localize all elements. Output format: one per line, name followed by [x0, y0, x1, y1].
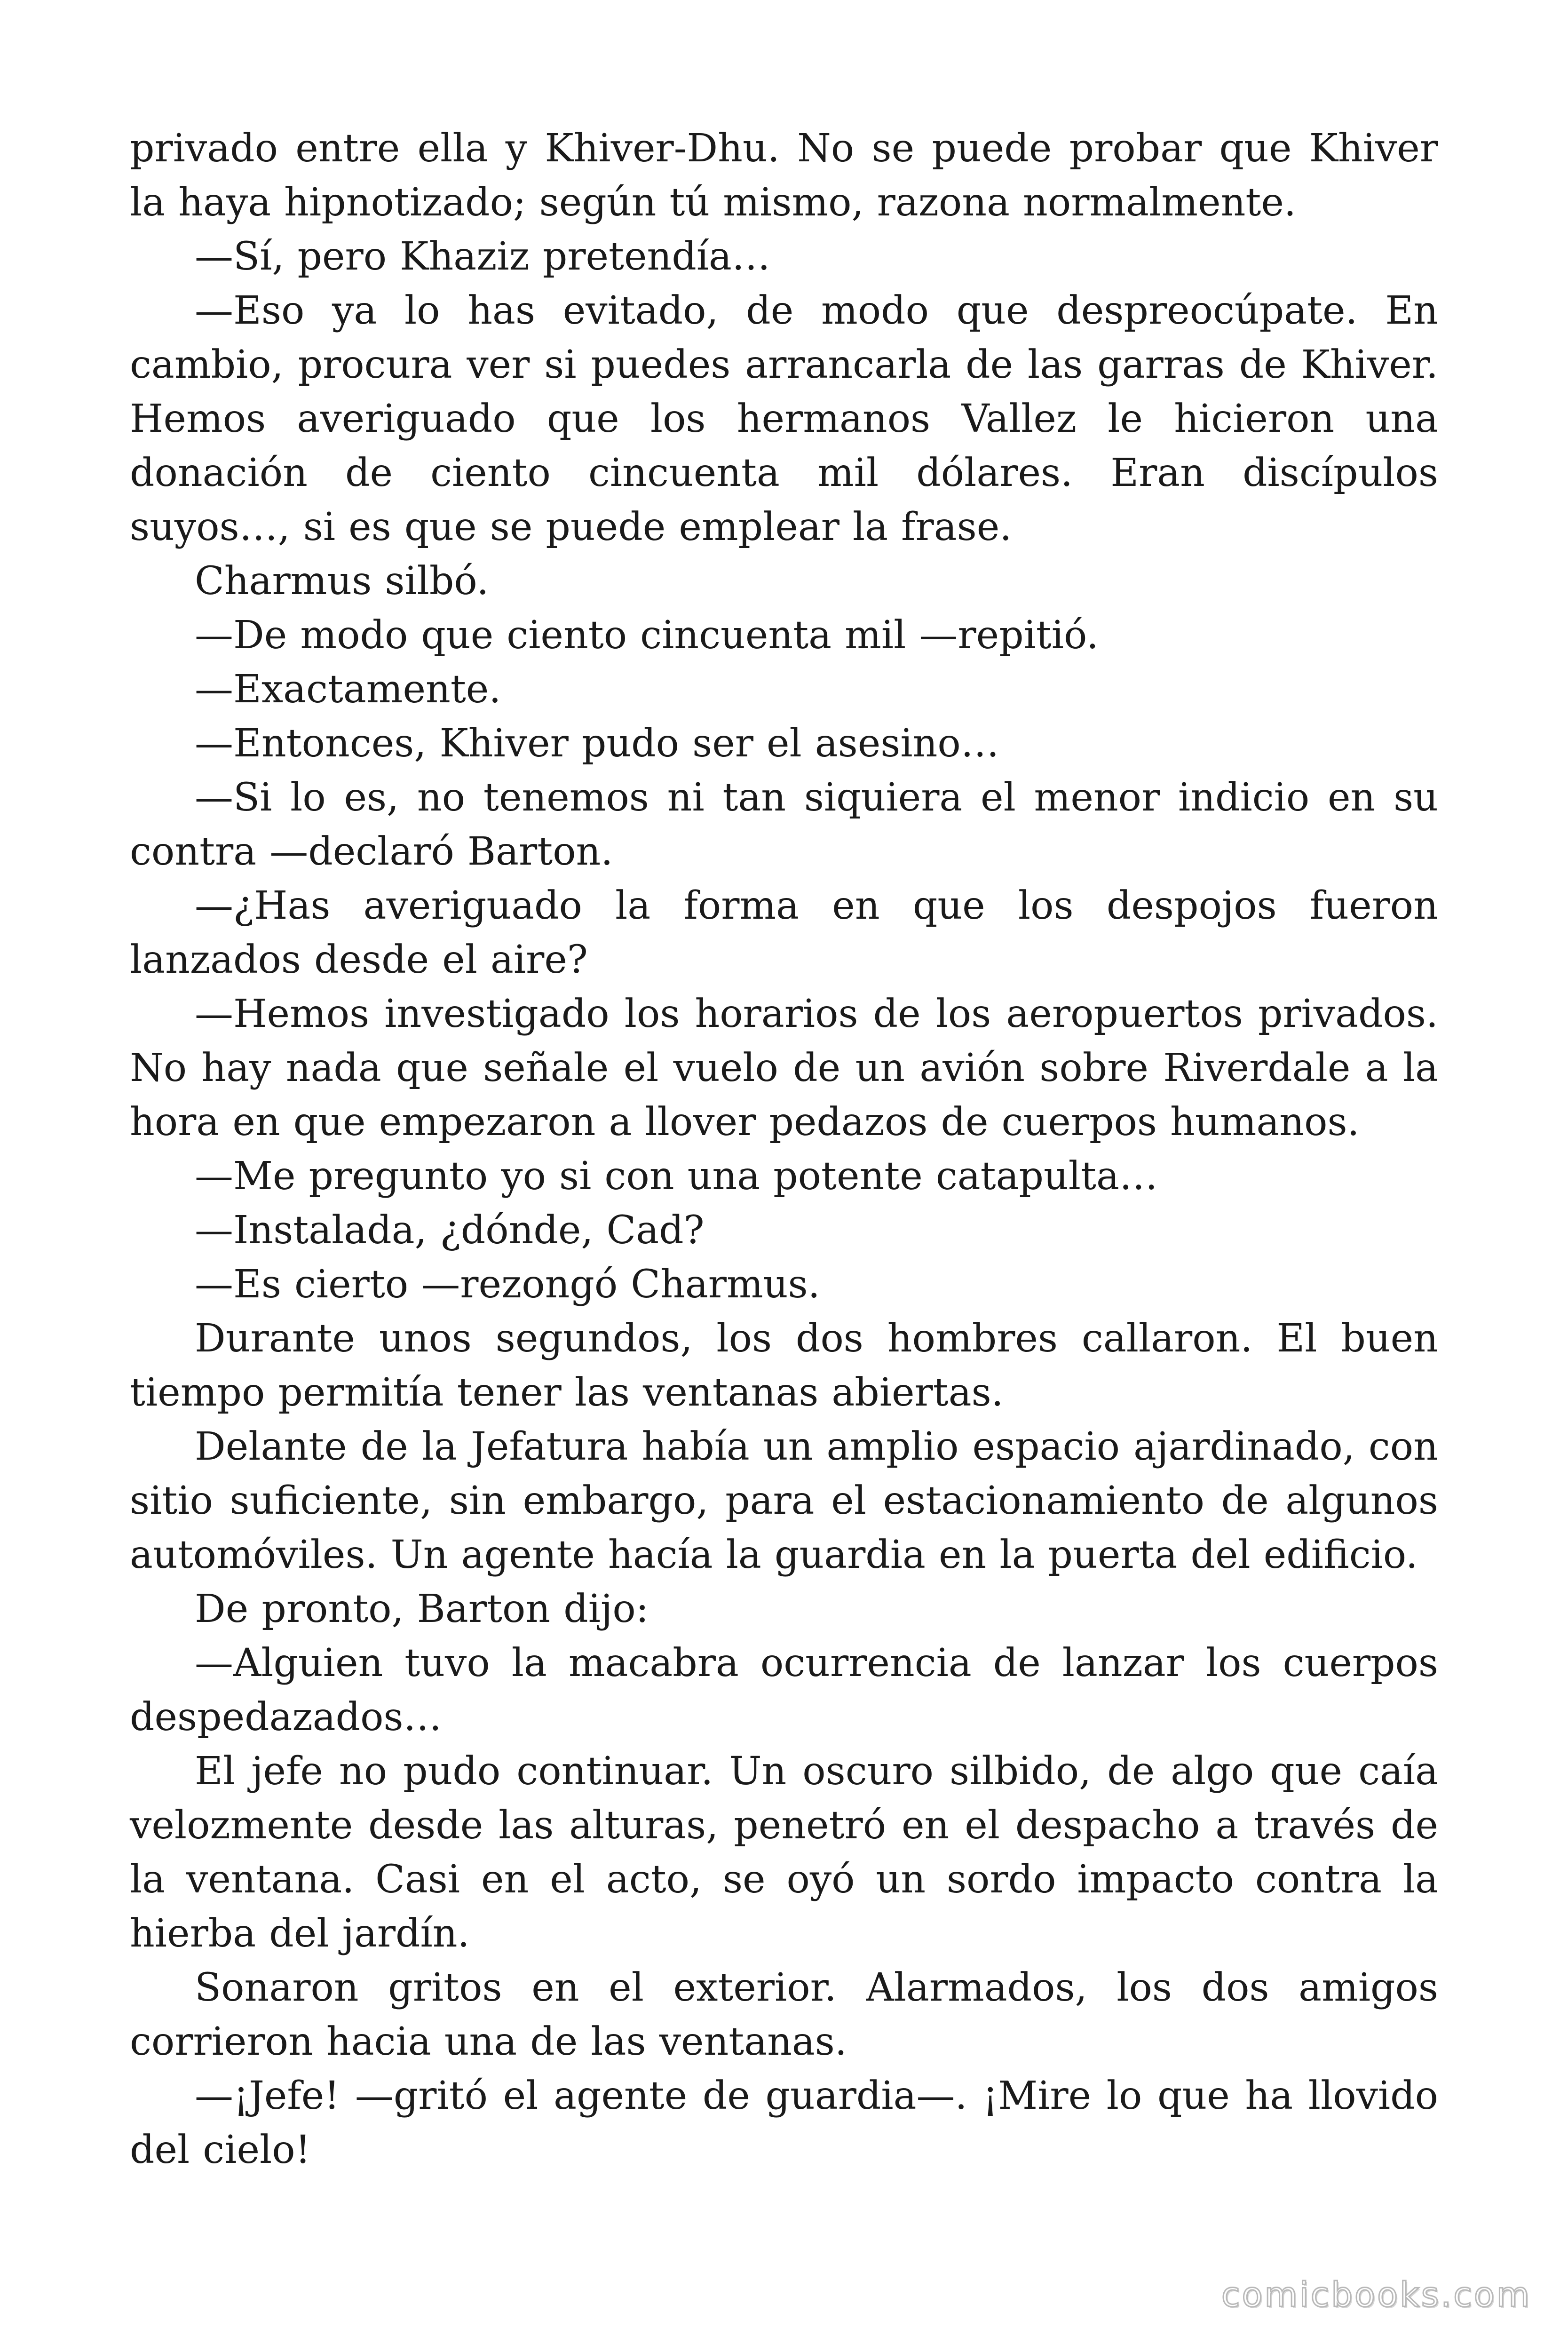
paragraph: De pronto, Barton dijo:: [195, 1587, 649, 1631]
paragraph: Sonaron gritos en el exterior. Alarmados, los dos amigos corrieron hacia una de las ventanas.: [130, 1965, 1438, 2064]
paragraph: —Eso ya lo has evitado, de modo que despreocúpate. En cambio, procura ver si puedes arrancarla de las garras de Khiver. Hemos averiguado que los hermanos Vallez le hicieron una donación de ciento cincuenta mil dólares. Eran discípulos suyos…, si es que se puede emplear la frase.: [130, 288, 1438, 549]
paragraph: —De modo que ciento cincuenta mil —repitió.: [195, 613, 1099, 658]
paragraph: —Sí, pero Khaziz pretendía…: [195, 234, 770, 279]
paragraph: —Hemos investigado los horarios de los aeropuertos privados. No hay nada que señale el vuelo de un avión sobre Riverdale a la hora en que empezaron a llover pedazos de cuerpos humanos.: [130, 992, 1438, 1144]
paragraph: El jefe no pudo continuar. Un oscuro silbido, de algo que caía velozmente desde las alturas, penetró en el despacho a través de la ventana. Casi en el acto, se oyó un sordo impacto contra la hierba del jardín.: [130, 1749, 1438, 1956]
paragraph: Charmus silbó.: [195, 559, 489, 604]
paragraph: Durante unos segundos, los dos hombres callaron. El buen tiempo permitía tener las ventanas abiertas.: [130, 1316, 1438, 1415]
paragraph: Delante de la Jefatura había un amplio espacio ajardinado, con sitio suficiente, sin embargo, para el estacionamiento de algunos automóviles. Un agente hacía la guardia en la puerta del edificio.: [130, 1424, 1438, 1577]
page-body: [130, 121, 1438, 2177]
paragraph: —¡Jefe! —gritó el agente de guardia—. ¡Mire lo que ha llovido del cielo!: [130, 2074, 1438, 2172]
paragraph: —Alguien tuvo la macabra ocurrencia de lanzar los cuerpos despedazados…: [130, 1641, 1438, 1740]
paragraph: privado entre ella y Khiver-Dhu. No se puede probar que Khiver la haya hipnotizado; según tú mismo, razona normalmente.: [130, 126, 1438, 225]
paragraph: —Instalada, ¿dónde, Cad?: [195, 1208, 705, 1253]
paragraph: —¿Has averiguado la forma en que los despojos fueron lanzados desde el aire?: [130, 883, 1438, 982]
paragraph: —Exactamente.: [195, 667, 501, 712]
paragraph: —Es cierto —rezongó Charmus.: [195, 1262, 820, 1307]
watermark: comicbooks.com: [1221, 2275, 1531, 2314]
paragraph: —Me pregunto yo si con una potente catapulta…: [195, 1154, 1158, 1199]
paragraph: —Si lo es, no tenemos ni tan siquiera el menor indicio en su contra —declaró Barton.: [130, 775, 1438, 874]
paragraph: —Entonces, Khiver pudo ser el asesino…: [195, 721, 999, 766]
